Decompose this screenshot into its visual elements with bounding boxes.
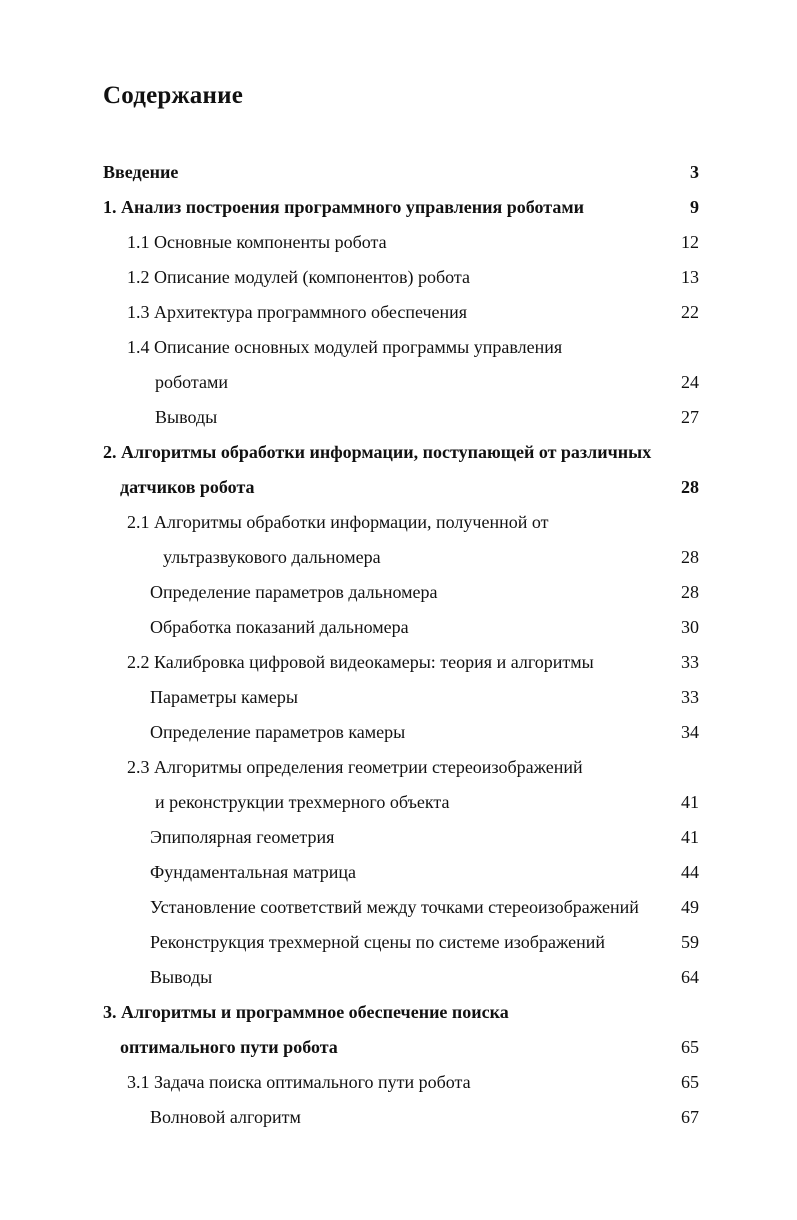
toc-entry-label: роботами <box>155 372 229 392</box>
toc-entry-label: 1.1 Основные компоненты робота <box>127 232 387 252</box>
toc-entry-label: ультразвукового дальномера <box>163 547 381 567</box>
toc-entry-label: Определение параметров камеры <box>150 722 406 742</box>
toc-entry-page: 59 <box>681 932 699 952</box>
toc-entry-label: Определение параметров дальномера <box>150 582 438 602</box>
toc-entry-label: 1.2 Описание модулей (компонентов) робота <box>127 267 470 287</box>
toc-entry <box>0 435 797 470</box>
toc-entry-label: 1.4 Описание основных модулей программы управления <box>127 337 563 357</box>
toc-entry-page: 65 <box>681 1072 699 1092</box>
toc-entry <box>0 295 797 330</box>
toc-entry-label: 1.3 Архитектура программного обеспечения <box>127 302 468 322</box>
toc-entry <box>0 610 797 645</box>
toc-entry <box>0 470 797 505</box>
toc-entry <box>0 960 797 995</box>
toc-entry-label: 2. Алгоритмы обработки информации, поступающей от различных <box>103 442 652 462</box>
toc-entry-label: оптимального пути робота <box>120 1037 338 1057</box>
toc-entry-label: 2.1 Алгоритмы обработки информации, полученной от <box>127 512 549 532</box>
toc-entry <box>0 820 797 855</box>
toc-entry <box>0 575 797 610</box>
toc-entry-page: 9 <box>690 197 699 217</box>
toc-entry <box>0 540 797 575</box>
toc-entry-page: 22 <box>681 302 699 322</box>
toc-entry-label: 3. Алгоритмы и программное обеспечение поиска <box>103 1002 509 1022</box>
toc-entry-page: 28 <box>681 547 699 567</box>
toc-entry-page: 41 <box>681 827 699 847</box>
toc-entry-label: 2.3 Алгоритмы определения геометрии стереоизображений <box>127 757 583 777</box>
toc-entry-page: 33 <box>681 652 699 672</box>
toc-entry-label: Выводы <box>155 407 218 427</box>
toc-entry-label: Введение <box>103 162 179 182</box>
toc-entry-label: Установление соответствий между точками стереоизображений <box>150 897 639 917</box>
toc-entry-page: 49 <box>681 897 699 917</box>
toc-entry-label: 2.2 Калибровка цифровой видеокамеры: теория и алгоритмы <box>127 652 594 672</box>
toc-entry-page: 12 <box>681 232 699 252</box>
toc-entry <box>0 155 797 190</box>
toc-entry-page: 3 <box>690 162 699 182</box>
toc-entry-page: 27 <box>681 407 699 427</box>
toc-entry-page: 28 <box>681 582 699 602</box>
toc-entry-label: Реконструкция трехмерной сцены по системе изображений <box>150 932 606 952</box>
toc-entry-page: 44 <box>681 862 699 882</box>
toc-entry <box>0 225 797 260</box>
toc-entry <box>0 190 797 225</box>
toc-entry-page: 65 <box>681 1037 699 1057</box>
toc-entry-page: 67 <box>681 1107 699 1127</box>
toc-entry <box>0 365 797 400</box>
toc-entry-page: 28 <box>681 477 699 497</box>
toc-entry-label: Выводы <box>150 967 213 987</box>
toc-entry-label: и реконструкции трехмерного объекта <box>155 792 450 812</box>
toc-entry-label: Волновой алгоритм <box>150 1107 301 1127</box>
toc-entry-label: Эпиполярная геометрия <box>150 827 335 847</box>
toc-entry-page: 34 <box>681 722 699 742</box>
toc-entry <box>0 785 797 820</box>
toc-entry <box>0 400 797 435</box>
toc-entry-page: 13 <box>681 267 699 287</box>
toc-entry-label: датчиков робота <box>120 477 255 497</box>
toc-entry <box>0 925 797 960</box>
toc-entry-page: 41 <box>681 792 699 812</box>
toc-entry-label: 3.1 Задача поиска оптимального пути робота <box>127 1072 471 1092</box>
toc-entry <box>0 1100 797 1135</box>
toc-entry-page: 64 <box>681 967 699 987</box>
toc-entry <box>0 750 797 785</box>
toc-entry-label: Обработка показаний дальномера <box>150 617 409 637</box>
toc-entry <box>0 260 797 295</box>
toc-entry-page: 33 <box>681 687 699 707</box>
toc-entry <box>0 995 797 1030</box>
table-of-contents <box>0 155 797 1135</box>
toc-entry <box>0 890 797 925</box>
toc-entry <box>0 330 797 365</box>
toc-entry <box>0 505 797 540</box>
toc-entry-page: 30 <box>681 617 699 637</box>
toc-entry-page: 24 <box>681 372 699 392</box>
toc-entry <box>0 1030 797 1065</box>
toc-entry-label: Параметры камеры <box>150 687 298 707</box>
toc-entry-label: 1. Анализ построения программного управления роботами <box>103 197 584 217</box>
toc-entry <box>0 715 797 750</box>
toc-entry <box>0 645 797 680</box>
page-title: Содержание <box>103 82 244 109</box>
toc-entry <box>0 1065 797 1100</box>
toc-entry-label: Фундаментальная матрица <box>150 862 356 882</box>
toc-entry <box>0 855 797 890</box>
toc-entry <box>0 680 797 715</box>
